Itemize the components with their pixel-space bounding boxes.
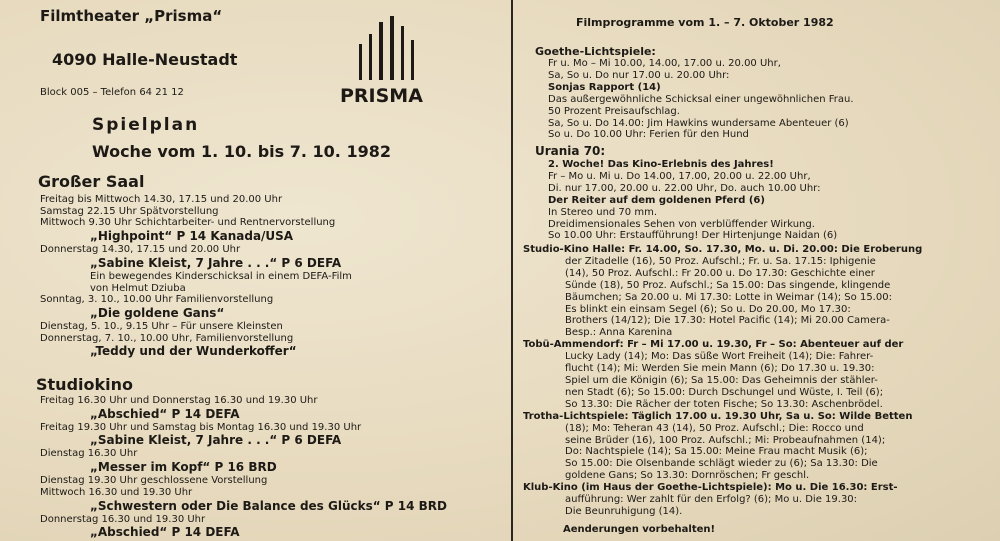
- schedule-line: Sa, So u. Do nur 17.00 u. 20.00 Uhr:: [548, 69, 730, 81]
- film-title: Sonjas Rapport (14): [548, 81, 661, 93]
- schedule-line: Fr – Mo u. Mi u. Do 14.00, 17.00, 20.00 u. 22.00 Uhr,: [548, 170, 811, 182]
- schedule-line: Mittwoch 9.30 Uhr Schichtarbeiter- und Rentnervorstellung: [40, 217, 336, 229]
- big-hall-schedule: [40, 194, 352, 359]
- program-line: Brothers (14/12); Die 17.30: Hotel Pacific (14); Mi 20.00 Camera-: [565, 315, 890, 327]
- schedule-line: Donnerstag, 7. 10., 10.00 Uhr, Familienvorstellung: [40, 332, 294, 344]
- schedule-line: Dienstag 16.30 Uhr: [40, 448, 138, 460]
- program-line: Sünde (18), 50 Proz. Aufschl.; Sa 15.00: Das singende, klingende: [565, 279, 891, 291]
- program-line: nen Stadt (6); So 15.00: Durch Dschungel und Wüste, I. Teil (6);: [565, 386, 884, 398]
- program-line: So 13.30: Die Rächer der toten Fische; So 13.30: Aschenbrödel.: [565, 398, 883, 410]
- schedule-line: Dreidimensionales Sehen von verblüffender Wirkung.: [548, 218, 815, 230]
- film-title: „Abschied“ P 14 DEFA: [90, 406, 240, 421]
- schedule-line: Dienstag, 5. 10., 9.15 Uhr – Für unsere Kleinsten: [40, 320, 283, 332]
- program-line: (14), 50 Proz. Aufschl.: Fr 20.00 u. Do 17.30: Geschichte einer: [565, 267, 875, 279]
- program-line: So 15.00: Die Olsenbande schlägt wieder zu (6); Sa 13.30: Die: [565, 458, 878, 470]
- schedule-line: Fr u. Mo – Mi 10.00, 14.00, 17.00 u. 20.00 Uhr,: [548, 58, 781, 69]
- film-title: „Sabine Kleist, 7 Jahre . . .“ P 6 DEFA: [90, 255, 342, 270]
- program-line: Trotha-Lichtspiele: Täglich 17.00 u. 19.30 Uhr, Sa u. So: Wilde Betten: [523, 410, 913, 422]
- program-line: Studio-Kino Halle: Fr. 14.00, So. 17.30, Mo. u. Di. 20.00: Die Eroberung: [523, 244, 923, 255]
- schedule-line: So 10.00 Uhr: Erstaufführung! Der Hirtenjunge Naidan (6): [548, 230, 838, 242]
- film-title: „Teddy und der Wunderkoffer“: [90, 344, 297, 359]
- film-title: „Messer im Kopf“ P 16 BRD: [90, 460, 277, 475]
- schedule-line: Donnerstag 16.30 und 19.30 Uhr: [40, 513, 206, 525]
- theater-name: Filmtheater „Prisma“: [40, 7, 223, 25]
- program-line: der Zitadelle (16), 50 Proz. Aufschl.; Fr. u. Sa. 17.15: Iphigenie: [565, 255, 876, 267]
- schedule-line: Dienstag 19.30 Uhr geschlossene Vorstellung: [40, 475, 268, 487]
- program-line: Besp.: Anna Karenina: [565, 327, 673, 339]
- schedule-line: Freitag 19.30 Uhr und Samstag bis Montag 16.30 und 19.30 Uhr: [40, 421, 362, 433]
- film-title: „Abschied“ P 14 DEFA: [90, 525, 240, 540]
- program-line: goldene Gans; So 13.30: Dornröschen; Fr geschl.: [565, 470, 810, 482]
- program-line: seine Brüder (16), 100 Proz. Aufschl.; Mi: Probeaufnahmen (14);: [565, 434, 886, 446]
- footer-note: Aenderungen vorbehalten!: [563, 523, 716, 535]
- schedule-line: Sonntag, 3. 10., 10.00 Uhr Familienvorstellung: [40, 294, 274, 306]
- program-line: Bäumchen; Sa 20.00 u. Mi 17.30: Lotte in Weimar (14); So 15.00:: [565, 291, 892, 303]
- schedule-line: Freitag bis Mittwoch 14.30, 17.15 und 20.00 Uhr: [40, 194, 283, 205]
- film-description: Ein bewegendes Kinderschicksal in einem DEFA-Film: [90, 270, 352, 282]
- other-cinemas: [515, 244, 995, 536]
- goethe-section: [515, 45, 995, 141]
- schedule-line: Das außergewöhnliche Schicksal einer ungewöhnlichen Frau.: [548, 93, 854, 105]
- film-description: von Helmut Dziuba: [90, 282, 186, 294]
- schedule-line: Samstag 22.15 Uhr Spätvorstellung: [40, 205, 219, 217]
- program-line: Die Beunruhigung (14).: [565, 505, 683, 517]
- schedule-line: Mittwoch 16.30 und 19.30 Uhr: [40, 486, 193, 498]
- prisma-logo-text: PRISMA: [340, 85, 423, 107]
- film-title: „Sabine Kleist, 7 Jahre . . .“ P 6 DEFA: [90, 433, 342, 448]
- prisma-logo-icon: [357, 16, 417, 80]
- program-line: Es blinkt ein einsam Segel (6); So u. Do 20.00, Mo 17.30:: [565, 303, 851, 315]
- programs-title: Filmprogramme vom 1. – 7. Oktober 1982: [576, 16, 834, 29]
- studio-schedule: [40, 395, 447, 540]
- schedule-line: Freitag 16.30 Uhr und Donnerstag 16.30 und 19.30 Uhr: [40, 395, 318, 406]
- program-line: Lucky Lady (14); Mo: Das süße Wort Freiheit (14); Die: Fahrer-: [565, 351, 874, 363]
- program-line: Do: Nachtspiele (14); Sa 15.00: Meine Frau macht Musik (6);: [565, 446, 868, 458]
- urania-section: [515, 144, 995, 242]
- cinema-heading: Goethe-Lichtspiele:: [535, 45, 656, 58]
- film-title: Der Reiter auf dem goldenen Pferd (6): [548, 194, 765, 206]
- big-hall-heading: Großer Saal: [38, 172, 145, 191]
- schedule-line: Donnerstag 14.30, 17.15 und 20.00 Uhr: [40, 244, 241, 256]
- theater-address: 4090 Halle-Neustadt: [52, 50, 238, 69]
- schedule-line: 50 Prozent Preisaufschlag.: [548, 105, 680, 117]
- week-range: Woche vom 1. 10. bis 7. 10. 1982: [92, 142, 391, 161]
- program-line: aufführung: Wer zahlt für den Erfolg? (6); Mo u. Die 19.30:: [565, 494, 858, 506]
- schedule-line: Di. nur 17.00, 20.00 u. 22.00 Uhr, Do. auch 10.00 Uhr:: [548, 182, 821, 194]
- film-programs: [515, 0, 1000, 541]
- studio-heading: Studiokino: [36, 375, 133, 394]
- program-line: flucht (14); Mi: Werden Sie mein Mann (6); Do 17.30 u. 19.30:: [565, 363, 875, 375]
- program-line: Klub-Kino (im Haus der Goethe-Lichtspiele): Mo u. Die 16.30: Erst-: [523, 482, 898, 494]
- plan-title: Spielplan: [92, 115, 200, 135]
- film-title: „Schwestern oder Die Balance des Glücks“ P 14 BRD: [90, 498, 448, 513]
- schedule-line: In Stereo und 70 mm.: [548, 206, 657, 218]
- column-divider: [511, 0, 513, 541]
- film-title: „Highpoint“ P 14 Kanada/USA: [90, 229, 294, 244]
- theater-contact: Block 005 – Telefon 64 21 12: [40, 87, 184, 98]
- program-line: (18); Mo: Teheran 43 (14), 50 Proz. Aufschl.; Die: Rocco und: [565, 422, 864, 434]
- schedule-line: So u. Do 10.00 Uhr: Ferien für den Hund: [548, 129, 749, 141]
- program-line: Spiel um die Königin (6); Sa 15.00: Das Geheimnis der stähler-: [565, 374, 878, 386]
- schedule-line: Sa, So u. Do 14.00: Jim Hawkins wundersame Abenteuer (6): [548, 117, 849, 129]
- program-line: Tobü-Ammendorf: Fr – Mi 17.00 u. 19.30, Fr – So: Abenteuer auf der: [523, 339, 904, 351]
- schedule-line: 2. Woche! Das Kino-Erlebnis des Jahres!: [548, 159, 774, 170]
- cinema-heading: Urania 70:: [535, 144, 606, 158]
- film-title: „Die goldene Gans“: [90, 305, 225, 320]
